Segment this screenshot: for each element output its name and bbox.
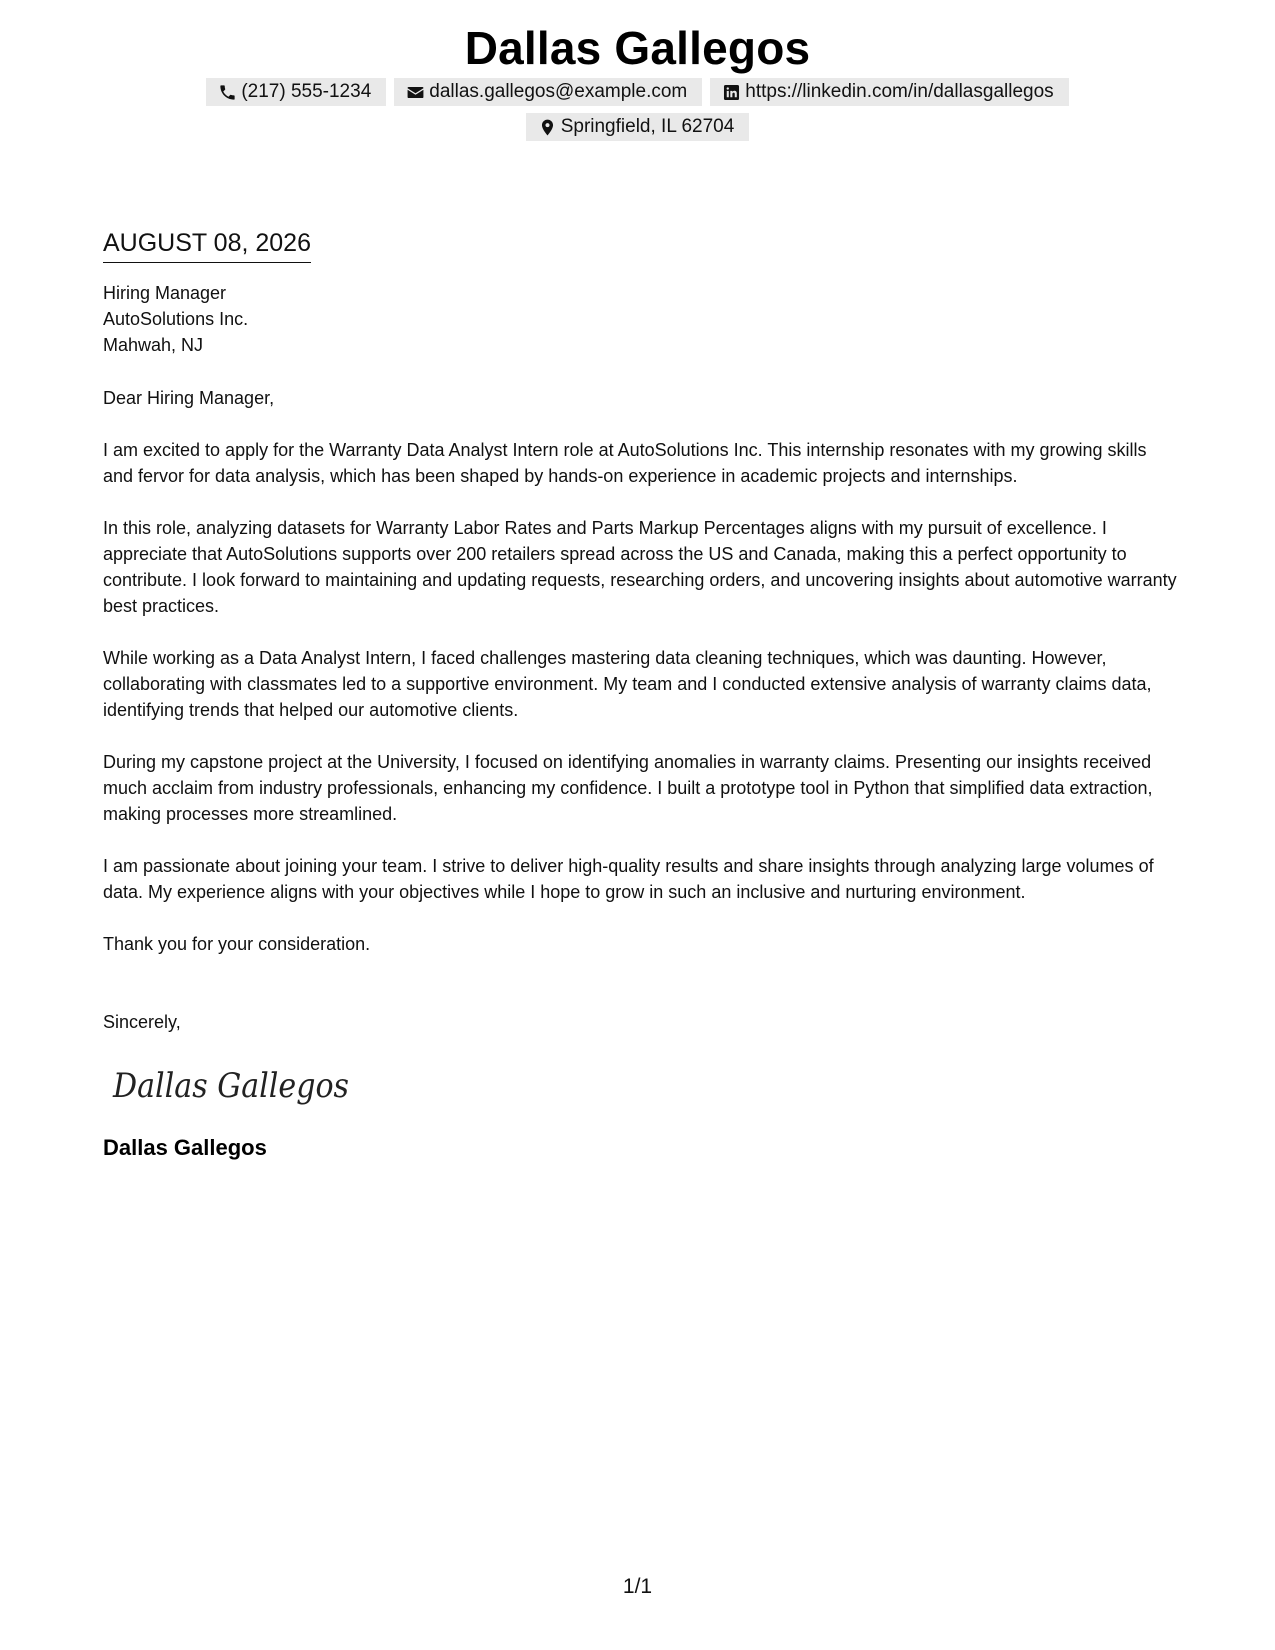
letter-greeting: Dear Hiring Manager, xyxy=(103,388,275,408)
map-pin-icon xyxy=(538,118,557,137)
applicant-name: Dallas Gallegos xyxy=(464,22,811,74)
recipient-location: Mahwah, NJ xyxy=(103,335,204,355)
recipient-title: Hiring Manager xyxy=(103,283,227,303)
handwritten-signature xyxy=(111,1057,361,1113)
signature-text: Dallas Gallegos xyxy=(112,1066,349,1106)
paragraph: I am passionate about joining your team. I strive to deliver high-quality results and share insights through analyzing large volumes of data. My experience aligns with your objectives while I hope to grow in such an inclusive and nurturing environment. xyxy=(103,856,1154,902)
linkedin-text: https://linkedin.com/in/dallasgallegos xyxy=(745,81,1054,102)
signoff: Sincerely, xyxy=(103,1012,181,1032)
phone-icon xyxy=(218,83,237,102)
contact-row-secondary xyxy=(0,113,1275,141)
recipient-company: AutoSolutions Inc. xyxy=(103,309,249,329)
letter-header xyxy=(0,20,1275,141)
paragraph: I am excited to apply for the Warranty Data Analyst Intern role at AutoSolutions Inc. This internship resonates with my growing skills and fervor for data analysis, which has been shaped by hands-on experience in academic projects and internships. xyxy=(103,440,1147,486)
envelope-icon xyxy=(406,83,425,102)
page-number: 1/1 xyxy=(622,1575,653,1598)
paragraph: During my capstone project at the University, I focused on identifying anomalies in warranty claims. Presenting our insights received much acclaim from industry professionals, enhancing my confidence. I built a prototype tool in Python that simplified data extraction, making processes more streamlined. xyxy=(103,752,1153,824)
email-text: dallas.gallegos@example.com xyxy=(429,81,688,102)
linkedin-icon xyxy=(722,83,741,102)
closing-thanks: Thank you for your consideration. xyxy=(103,934,371,954)
letter-date: AUGUST 08, 2026 xyxy=(103,226,311,263)
contact-row-primary xyxy=(0,78,1275,106)
paragraph: In this role, analyzing datasets for Warranty Labor Rates and Parts Markup Percentages aligns with my pursuit of excellence. I appreciate that AutoSolutions supports over 200 retailers spread across the US and Canada, making this a perfect opportunity to contribute. I look forward to maintaining and updating requests, researching orders, and uncovering insights about automotive warranty best practices. xyxy=(103,518,1177,616)
signer-name: Dallas Gallegos xyxy=(103,1135,267,1160)
location-text: Springfield, IL 62704 xyxy=(560,116,735,137)
letter-body xyxy=(103,226,1178,1163)
paragraph: While working as a Data Analyst Intern, I faced challenges mastering data cleaning techniques, which was daunting. However, collaborating with classmates led to a supportive environment. My team and I conducted extensive analysis of warranty claims data, identifying trends that helped our automotive clients. xyxy=(103,648,1152,720)
phone-text: (217) 555-1234 xyxy=(241,81,372,102)
email-chip xyxy=(394,78,702,106)
phone-chip xyxy=(206,78,386,106)
recipient-block xyxy=(103,280,1178,358)
linkedin-chip xyxy=(710,78,1068,106)
location-chip xyxy=(526,113,750,141)
